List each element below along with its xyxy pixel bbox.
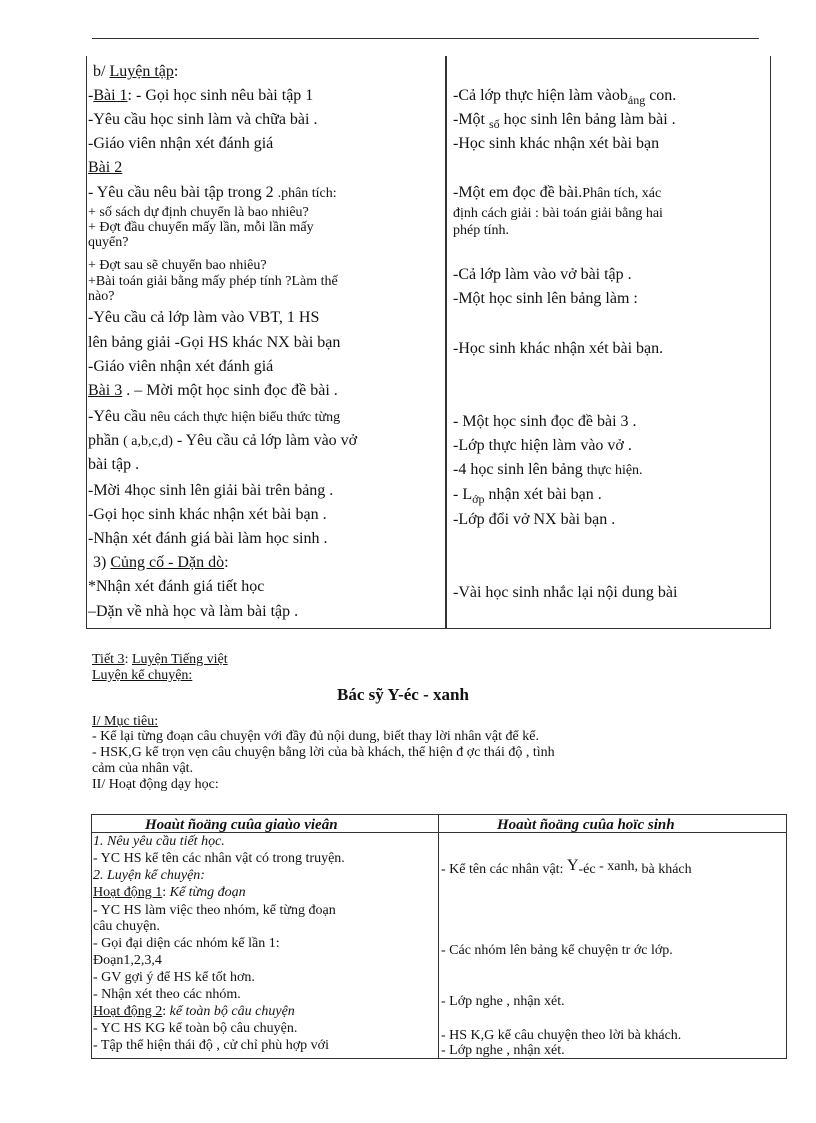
left-line-cung-co: 3) Củng cố - Dặn dò: [93,554,229,571]
right-line: định cách giải : bài toán giải bằng hai [453,206,663,221]
left-line-luyen-tap: b/ Luyện tập: [93,63,179,80]
left-line: -Mời 4học sinh lên giải bài trên bảng . [88,482,334,499]
bottom-left-line: - Tập thể hiện thái độ , cử chỉ phù hợp với [93,1038,329,1053]
bottom-left-line: - YC HS làm việc theo nhóm, kể từng đoạn [93,903,336,918]
top-table-middle-border [445,56,447,628]
top-table-left-border [86,56,87,628]
right-line: -Một em đọc đề bài.Phân tích, xác [453,184,662,201]
muc-tieu-line: cảm của nhân vật. [92,761,194,776]
bottom-right-line: - Kể tên các nhân vật: Y-éc - xanh, bà khách [441,857,692,877]
left-line: -Giáo viên nhận xét đánh giá [88,135,274,152]
top-table-bottom-border [86,628,771,629]
left-line-bai2-task: - Yêu cầu nêu bài tập trong 2 .phân tích: [88,184,337,201]
bottom-left-line: câu chuyện. [93,919,160,934]
left-line: + Đợt đầu chuyển mấy lần, mỗi lần mấy [88,220,314,235]
left-line: *Nhận xét đánh giá tiết học [88,578,265,595]
bottom-left-line: - Nhận xét theo các nhóm. [93,987,241,1002]
tiet-heading: Tiết 3: Luyện Tiếng việt [92,652,228,667]
right-line: -Học sinh khác nhận xét bài bạn. [453,340,664,357]
right-line: -Một $_{số}$ học sinh lên bảng làm bài . [453,111,676,131]
bottom-left-hoat-dong-2: Hoạt động 2: kể toàn bộ câu chuyện [93,1004,295,1019]
left-line-bai2: Bài 2 [88,159,123,176]
right-line: -Vài học sinh nhắc lại nội dung bài [453,584,678,601]
left-line: -Nhận xét đánh giá bài làm học sinh . [88,530,328,547]
right-line: -Cả lớp làm vào vở bài tập . [453,266,632,283]
right-line: -Một học sinh lên bảng làm : [453,290,638,307]
header-student-activity: Hoaùt ñoäng cuûa hoïc sinh [497,817,675,833]
bottom-table-left-border [91,814,92,1059]
bottom-table-right-border [786,814,787,1059]
bottom-right-line: - Lớp nghe , nhận xét. [441,1043,565,1058]
right-line: phép tính. [453,223,509,238]
header-teacher-activity: Hoaùt ñoäng cuûa giaùo vieân [145,817,338,833]
right-line: -Học sinh khác nhận xét bài bạn [453,135,660,152]
bottom-left-hoat-dong-1: Hoạt động 1: Kể từng đoạn [93,885,246,900]
left-line: lên bảng giải -Gọi HS khác NX bài bạn [88,334,341,351]
subject-heading: Luyện kể chuyện: [92,668,193,683]
left-line-bai3: Bài 3 . – Mời một học sinh đọc đề bài . [88,382,338,399]
right-line: -4 học sinh lên bảng thực hiện. [453,461,643,478]
bottom-left-line: 2. Luyện kể chuyện: [93,868,205,883]
right-line: -Lớp thực hiện làm vào vở . [453,437,632,454]
bottom-table-middle-border [438,814,439,1059]
muc-tieu-label: I/ Mục tiêu: [92,714,159,729]
left-line: -Gọi học sinh khác nhận xét bài bạn . [88,506,327,523]
left-line-bai3-task: -Yêu cầu nêu cách thực hiện biểu thức từng [88,408,341,425]
left-line-bai1: -Bài 1: - Gọi học sinh nêu bài tập 1 [88,87,314,104]
bottom-left-line: Đoạn1,2,3,4 [93,953,162,968]
top-table-right-border [770,56,771,628]
bottom-table-top-border [91,814,787,815]
left-line-bai3-parts: phần ( a,b,c,d) - Yêu cầu cả lớp làm vào vở [88,432,358,449]
bottom-left-line: - Gọi đại diện các nhóm kể lần 1: [93,936,280,951]
left-line: +Bài toán giải bằng mấy phép tính ?Làm thế [88,274,338,289]
muc-tieu-line: - Kể lại từng đoạn câu chuyện với đầy đủ nội dung, biết thay lời nhân vật để kể. [92,729,539,744]
bottom-right-line: - HS K,G kể câu chuyện theo lời bà khách. [441,1028,682,1043]
left-line: + Đợt sau sẽ chuyển bao nhiêu? [88,258,267,273]
bottom-table-bottom-border [91,1058,787,1059]
left-line: –Dặn về nhà học và làm bài tập . [88,603,299,620]
left-line: -Yêu cầu học sinh làm và chữa bài . [88,111,318,128]
bottom-right-line: - Lớp nghe , nhận xét. [441,994,565,1009]
right-line: - $L_{ớp}$ nhận xét bài bạn . [453,486,602,506]
left-line: + số sách dự định chuyển là bao nhiêu? [88,205,309,220]
header-rule [92,38,759,39]
story-title: Bác sỹ Y-éc - xanh [337,685,469,704]
left-line: -Giáo viên nhận xét đánh giá [88,358,274,375]
hoat-dong-label: II/ Hoạt động dạy học: [92,777,219,792]
right-line: -Lớp đổi vở NX bài bạn . [453,511,616,528]
bottom-left-line: 1. Nêu yêu cầu tiết học. [93,834,225,849]
bottom-left-line: - YC HS KG kể toàn bộ câu chuyện. [93,1021,298,1036]
bottom-right-line: - Các nhóm lên bảng kể chuyện tr ớc lớp. [441,943,673,958]
right-line: -Cả lớp thực hiện làm vàob$_{ảng}$ con. [453,87,677,107]
bottom-left-line: - GV gợi ý để HS kể tốt hơn. [93,970,255,985]
right-line: - Một học sinh đọc đề bài 3 . [453,413,637,430]
left-line: nào? [88,289,115,304]
left-line: -Yêu cầu cả lớp làm vào VBT, 1 HS [88,309,320,326]
left-line: bài tập . [88,456,140,473]
muc-tieu-line: - HSK,G kể trọn vẹn câu chuyện bằng lời của bà khách, thể hiện đ ợc thái độ , tình [92,745,555,760]
bottom-left-line: - YC HS kể tên các nhân vật có trong truyện. [93,851,345,866]
left-line: quyển? [88,235,129,250]
